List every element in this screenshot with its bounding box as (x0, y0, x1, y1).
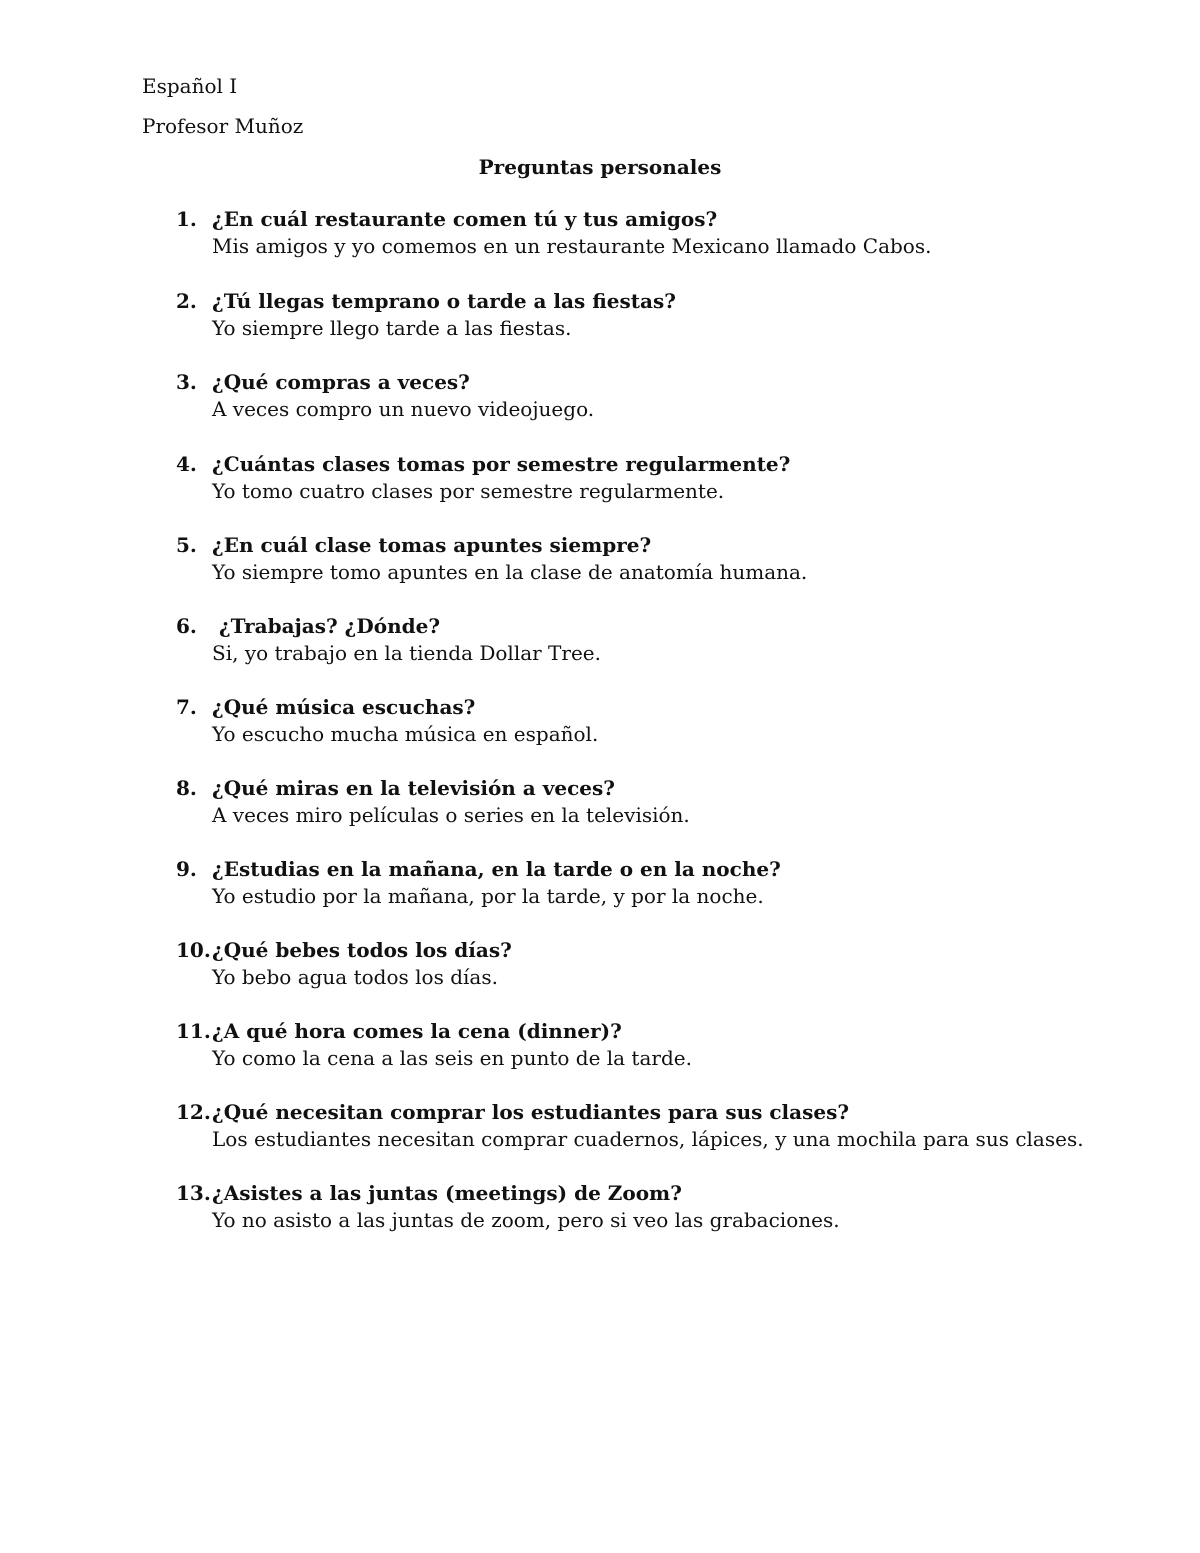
question-text: ¿Tú llegas temprano o tarde a las fiestas? (212, 289, 676, 313)
question-number: 12. (176, 1100, 211, 1124)
answer-text: A veces compro un nuevo videojuego. (212, 397, 595, 421)
document-title: Preguntas personales (478, 155, 722, 179)
question-number: 9. (176, 857, 197, 881)
question-item-13 (176, 1180, 1156, 1234)
answer-text: Yo como la cena a las seis en punto de la tarde. (212, 1046, 692, 1070)
question-text: ¿Qué necesitan comprar los estudiantes para sus clases? (212, 1100, 850, 1124)
question-number: 10. (176, 938, 211, 962)
question-text: ¿A qué hora comes la cena (dinner)? (212, 1019, 622, 1043)
professor-name: Profesor Muñoz (142, 114, 304, 138)
question-text: ¿En cuál clase tomas apuntes siempre? (212, 533, 652, 557)
question-item-10 (176, 937, 1156, 991)
question-text: ¿Trabajas? ¿Dónde? (212, 614, 441, 638)
question-text: ¿Qué música escuchas? (212, 695, 476, 719)
answer-text: Si, yo trabajo en la tienda Dollar Tree. (212, 641, 601, 665)
question-text: ¿Qué compras a veces? (212, 370, 470, 394)
question-number: 2. (176, 289, 197, 313)
question-text: ¿Cuántas clases tomas por semestre regularmente? (212, 452, 791, 476)
question-text: ¿Qué miras en la televisión a veces? (212, 776, 615, 800)
question-item-7 (176, 694, 1156, 748)
answer-text: Yo bebo agua todos los días. (212, 965, 498, 989)
question-text: ¿En cuál restaurante comen tú y tus amigos? (212, 207, 718, 231)
answer-text: Yo no asisto a las juntas de zoom, pero si veo las grabaciones. (212, 1208, 840, 1232)
question-item-1 (176, 206, 1156, 260)
answer-text: Los estudiantes necesitan comprar cuadernos, lápices, y una mochila para sus clases. (212, 1127, 1084, 1151)
question-item-11 (176, 1018, 1156, 1072)
question-number: 3. (176, 370, 197, 394)
question-item-9 (176, 856, 1156, 910)
question-item-6 (176, 613, 1156, 667)
question-item-4 (176, 451, 1156, 505)
question-number: 13. (176, 1181, 211, 1205)
answer-text: Yo tomo cuatro clases por semestre regularmente. (212, 479, 725, 503)
answer-text: Mis amigos y yo comemos en un restaurante Mexicano llamado Cabos. (212, 234, 932, 258)
answer-text: A veces miro películas o series en la televisión. (212, 803, 690, 827)
question-text: ¿Qué bebes todos los días? (212, 938, 512, 962)
answer-text: Yo estudio por la mañana, por la tarde, y por la noche. (212, 884, 764, 908)
question-number: 11. (176, 1019, 211, 1043)
question-text: ¿Asistes a las juntas (meetings) de Zoom? (212, 1181, 682, 1205)
question-number: 5. (176, 533, 197, 557)
answer-text: Yo siempre tomo apuntes en la clase de anatomía humana. (212, 560, 808, 584)
course-name: Español I (142, 74, 238, 98)
question-item-3 (176, 369, 1156, 423)
question-text: ¿Estudias en la mañana, en la tarde o en la noche? (212, 857, 781, 881)
question-number: 1. (176, 207, 197, 231)
question-number: 4. (176, 452, 197, 476)
question-item-5 (176, 532, 1156, 586)
answer-text: Yo siempre llego tarde a las fiestas. (212, 316, 572, 340)
question-number: 7. (176, 695, 197, 719)
question-item-2 (176, 288, 1156, 342)
question-item-12 (176, 1099, 1156, 1153)
question-number: 8. (176, 776, 197, 800)
answer-text: Yo escucho mucha música en español. (212, 722, 599, 746)
question-number: 6. (176, 614, 197, 638)
question-item-8 (176, 775, 1156, 829)
